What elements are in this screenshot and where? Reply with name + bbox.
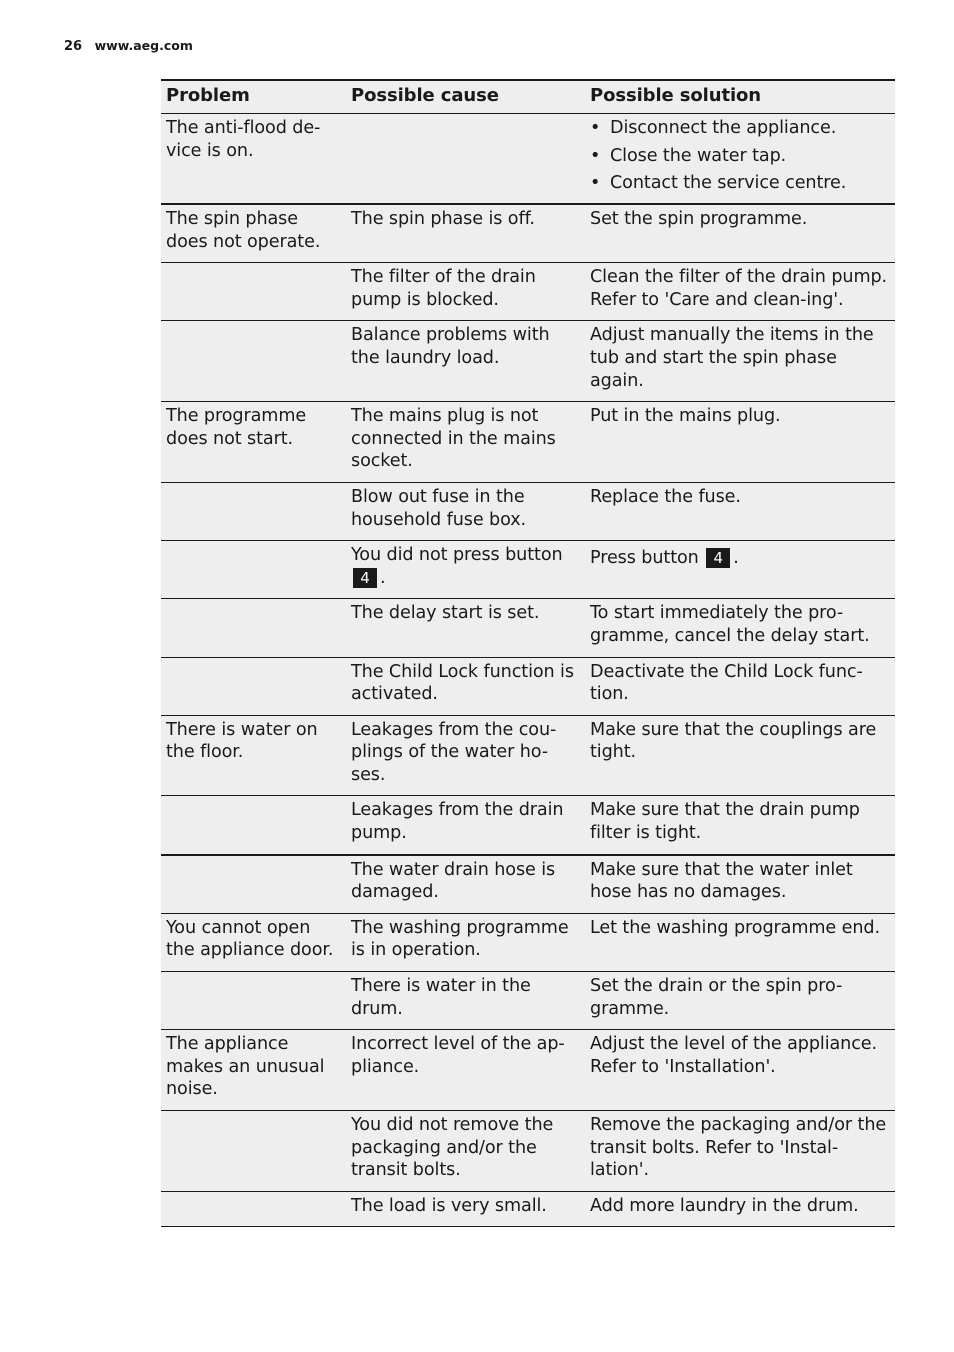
cause-cell: Incorrect level of the ap-pliance. [346, 1030, 585, 1111]
problem-cell [161, 482, 346, 540]
problem-cell [161, 599, 346, 657]
bullet-item: • Contact the service centre. [590, 172, 891, 194]
page-number: 26 [64, 39, 83, 54]
problem-cell [161, 657, 346, 715]
table-row [161, 1030, 895, 1111]
cause-cell: The Child Lock function is activated. [346, 657, 585, 715]
page-header [64, 38, 193, 54]
solution-cell: Adjust manually the items in the tub and start the spin phase again. [585, 321, 895, 402]
solution-cell: Set the drain or the spin pro-gramme. [585, 972, 895, 1030]
cause-cell: The washing programme is in operation. [346, 913, 585, 971]
table-row [161, 657, 895, 715]
table-row [161, 1191, 895, 1227]
cause-cell: Blow out fuse in the household fuse box. [346, 482, 585, 540]
solution-cell: Replace the fuse. [585, 482, 895, 540]
table-row [161, 913, 895, 971]
cause-cell: The spin phase is off. [346, 204, 585, 263]
cause-cell: You did not remove the packaging and/or the transit bolts. [346, 1111, 585, 1192]
problem-cell [161, 972, 346, 1030]
solution-cell: Set the spin programme. [585, 204, 895, 263]
problem-cell [161, 1191, 346, 1227]
problem-cell [161, 263, 346, 321]
solution-cell: Make sure that the water inlet hose has no damages. [585, 855, 895, 914]
solution-cell: To start immediately the pro-gramme, cancel the delay start. [585, 599, 895, 657]
cause-cell: The delay start is set. [346, 599, 585, 657]
table-row [161, 972, 895, 1030]
cause-cell: The water drain hose is damaged. [346, 855, 585, 914]
solution-cell: Put in the mains plug. [585, 402, 895, 483]
solution-cell [585, 541, 895, 599]
problem-cell [161, 855, 346, 914]
problem-cell: The spin phase does not operate. [161, 204, 346, 263]
column-header-solution: Possible solution [585, 80, 895, 114]
button-4-key-icon: 4 [706, 548, 730, 568]
solution-cell: Deactivate the Child Lock func-tion. [585, 657, 895, 715]
column-header-problem: Problem [161, 80, 346, 114]
solution-suffix: . [733, 548, 739, 569]
table-row [161, 204, 895, 263]
problem-cell: The appliance makes an unusual noise. [161, 1030, 346, 1111]
bullet-item: • Disconnect the appliance. [590, 117, 891, 139]
cause-text: You did not press button [351, 545, 563, 566]
solution-cell: Make sure that the couplings are tight. [585, 715, 895, 796]
problem-cell: The anti-flood de-vice is on. [161, 114, 346, 205]
solution-text: Press button [590, 548, 699, 569]
solution-cell: Make sure that the drain pump filter is tight. [585, 796, 895, 855]
cause-cell: Balance problems with the laundry load. [346, 321, 585, 402]
solution-cell: Remove the packaging and/or the transit bolts. Refer to 'Instal-lation'. [585, 1111, 895, 1192]
problem-cell [161, 1111, 346, 1192]
solution-cell: Clean the filter of the drain pump. Refer to 'Care and clean-ing'. [585, 263, 895, 321]
cause-cell: The mains plug is not connected in the mains socket. [346, 402, 585, 483]
table-header-row [161, 80, 895, 114]
table-row [161, 1111, 895, 1192]
table-row [161, 114, 895, 205]
bullet-item: • Close the water tap. [590, 145, 891, 167]
solution-cell: Adjust the level of the appliance. Refer to 'Installation'. [585, 1030, 895, 1111]
table-row [161, 541, 895, 599]
solution-cell [585, 114, 895, 205]
problem-cell [161, 541, 346, 599]
table-row [161, 599, 895, 657]
table-row [161, 482, 895, 540]
cause-cell: The load is very small. [346, 1191, 585, 1227]
column-header-cause: Possible cause [346, 80, 585, 114]
troubleshooting-table [161, 79, 895, 1227]
cause-cell [346, 114, 585, 205]
table-row [161, 715, 895, 796]
solution-cell: Add more laundry in the drum. [585, 1191, 895, 1227]
cause-cell: There is water in the drum. [346, 972, 585, 1030]
solution-bullet-list [590, 117, 891, 194]
problem-cell [161, 796, 346, 855]
table-row [161, 321, 895, 402]
website-url: www.aeg.com [94, 38, 193, 53]
cause-cell [346, 541, 585, 599]
problem-cell: There is water on the floor. [161, 715, 346, 796]
solution-cell: Let the washing programme end. [585, 913, 895, 971]
problem-cell: The programme does not start. [161, 402, 346, 483]
table-row [161, 402, 895, 483]
cause-cell: Leakages from the drain pump. [346, 796, 585, 855]
table-row [161, 796, 895, 855]
table-row [161, 855, 895, 914]
problem-cell [161, 321, 346, 402]
button-4-key-icon: 4 [353, 568, 377, 588]
cause-cell: Leakages from the cou-plings of the water ho-ses. [346, 715, 585, 796]
cause-suffix: . [380, 567, 386, 588]
cause-cell: The filter of the drain pump is blocked. [346, 263, 585, 321]
problem-cell: You cannot open the appliance door. [161, 913, 346, 971]
table-row [161, 263, 895, 321]
